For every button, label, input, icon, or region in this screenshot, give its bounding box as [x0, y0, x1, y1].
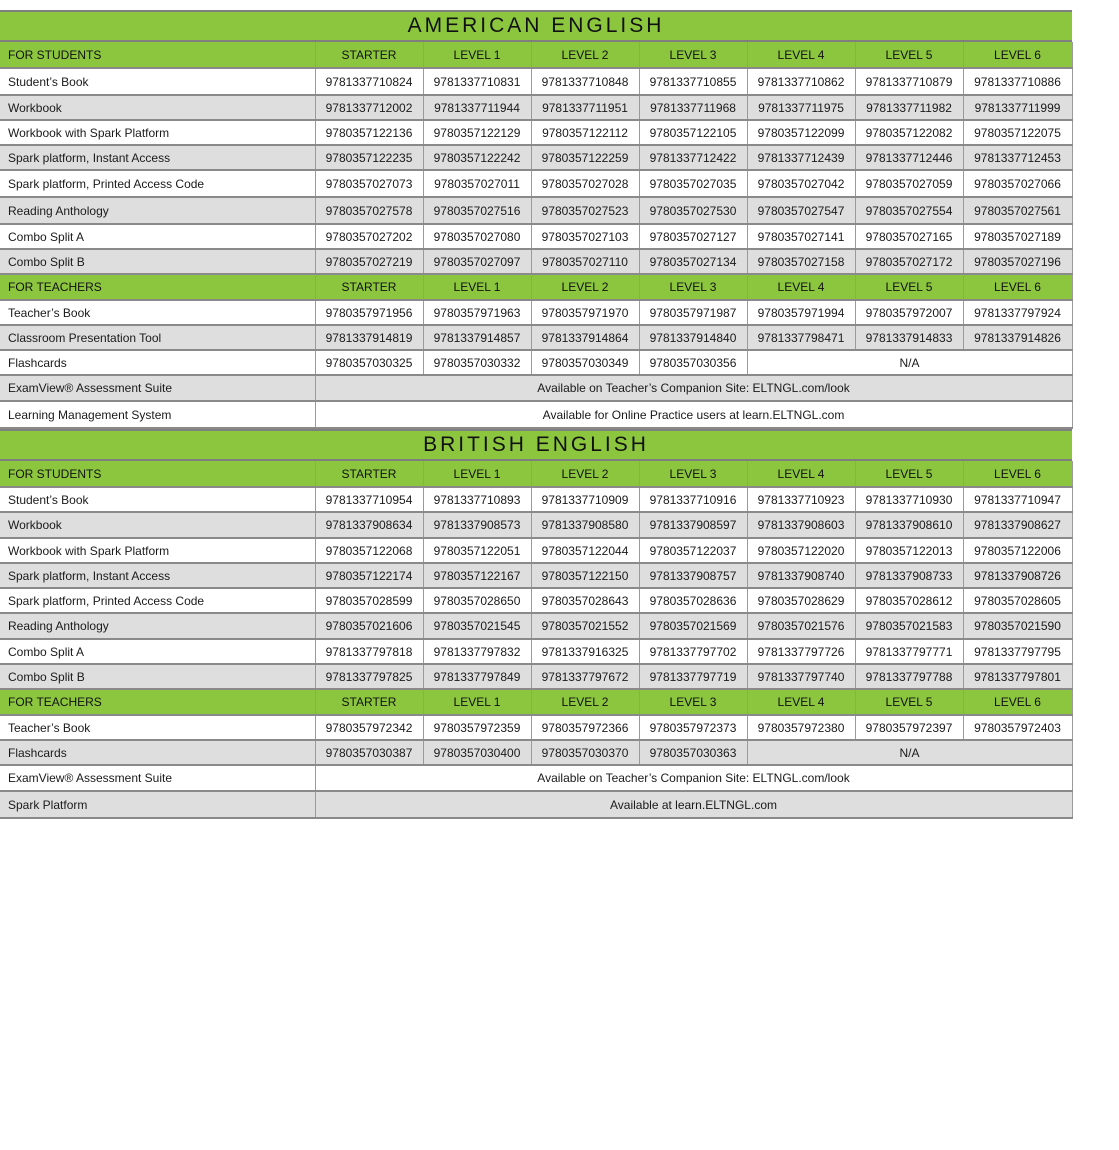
table-row: [0, 512, 1072, 538]
isbn-cell: 9781337797726: [747, 639, 855, 664]
isbn-cell: 9781337711975: [747, 95, 855, 120]
isbn-cell: 9781337908634: [315, 512, 423, 538]
isbn-cell: 9780357972366: [531, 715, 639, 740]
isbn-cell: 9780357027141: [747, 224, 855, 249]
isbn-cell: 9780357122242: [423, 145, 531, 170]
product-label: Teacher’s Book: [0, 715, 315, 740]
table-header-row: [0, 274, 1072, 300]
level-header: STARTER: [315, 689, 423, 715]
product-label: Spark platform, Instant Access: [0, 145, 315, 170]
table-row: [0, 740, 1072, 765]
isbn-cell: 9780357972380: [747, 715, 855, 740]
table-row: [0, 639, 1072, 664]
isbn-cell: 9780357122136: [315, 120, 423, 145]
audience-header: FOR TEACHERS: [0, 274, 315, 300]
isbn-cell: 9780357028599: [315, 588, 423, 613]
product-label: Combo Split B: [0, 664, 315, 689]
isbn-cell: 9781337914857: [423, 325, 531, 350]
isbn-cell: 9781337710862: [747, 68, 855, 95]
isbn-cell: 9780357122167: [423, 563, 531, 588]
level-header: LEVEL 2: [531, 689, 639, 715]
isbn-cell: 9780357027189: [963, 224, 1072, 249]
table-row: [0, 375, 1072, 401]
isbn-cell: 9780357021576: [747, 613, 855, 639]
isbn-cell: 9781337710923: [747, 487, 855, 512]
isbn-cell: 9780357027110: [531, 249, 639, 274]
product-label: Flashcards: [0, 350, 315, 375]
isbn-cell: 9781337797801: [963, 664, 1072, 689]
isbn-cell: 9781337914819: [315, 325, 423, 350]
isbn-cell: 9780357971987: [639, 300, 747, 325]
isbn-cell: 9781337908580: [531, 512, 639, 538]
isbn-cell: 9780357027561: [963, 197, 1072, 224]
table-row: [0, 563, 1072, 588]
product-label: ExamView® Assessment Suite: [0, 765, 315, 791]
isbn-cell: 9781337710954: [315, 487, 423, 512]
section-british-english: [0, 429, 1072, 819]
table-row: [0, 224, 1072, 249]
isbn-cell: 9780357027080: [423, 224, 531, 249]
product-label: Workbook: [0, 95, 315, 120]
isbn-cell: 9781337712422: [639, 145, 747, 170]
isbn-cell: 9780357122051: [423, 538, 531, 563]
product-label: Reading Anthology: [0, 197, 315, 224]
isbn-cell: 9781337710947: [963, 487, 1072, 512]
table-row: [0, 325, 1072, 350]
isbn-cell: 9780357122037: [639, 538, 747, 563]
level-header: LEVEL 1: [423, 274, 531, 300]
section-american-english: [0, 10, 1072, 429]
product-label: Teacher’s Book: [0, 300, 315, 325]
isbn-cell: 9780357027127: [639, 224, 747, 249]
isbn-cell: 9780357030325: [315, 350, 423, 375]
level-header: STARTER: [315, 42, 423, 68]
level-header: LEVEL 5: [855, 274, 963, 300]
availability-note: Available at learn.ELTNGL.com: [315, 791, 1072, 818]
isbn-cell: 9781337797788: [855, 664, 963, 689]
isbn-cell: 9780357021606: [315, 613, 423, 639]
isbn-cell: 9780357027066: [963, 170, 1072, 197]
availability-note: Available on Teacher’s Companion Site: ELTNGL.com/look: [315, 375, 1072, 401]
isbn-cell: 9780357027059: [855, 170, 963, 197]
product-label: Workbook with Spark Platform: [0, 538, 315, 563]
isbn-cell: 9781337710916: [639, 487, 747, 512]
isbn-cell: 9781337797795: [963, 639, 1072, 664]
isbn-cell: 9780357122082: [855, 120, 963, 145]
isbn-cell: 9781337798471: [747, 325, 855, 350]
product-label: Workbook with Spark Platform: [0, 120, 315, 145]
isbn-cell: 9780357122020: [747, 538, 855, 563]
level-header: LEVEL 4: [747, 274, 855, 300]
section-title: AMERICAN ENGLISH: [0, 10, 1072, 42]
isbn-cell: 9781337712446: [855, 145, 963, 170]
level-header: LEVEL 1: [423, 689, 531, 715]
isbn-cell: 9780357027523: [531, 197, 639, 224]
level-header: STARTER: [315, 461, 423, 487]
level-header: LEVEL 4: [747, 461, 855, 487]
isbn-cell: 9780357030356: [639, 350, 747, 375]
isbn-cell: 9780357021569: [639, 613, 747, 639]
product-label: Spark platform, Printed Access Code: [0, 170, 315, 197]
table-row: [0, 664, 1072, 689]
isbn-cell: 9781337914826: [963, 325, 1072, 350]
isbn-cell: 9780357030400: [423, 740, 531, 765]
isbn-cell: 9780357027011: [423, 170, 531, 197]
table-row: [0, 300, 1072, 325]
isbn-cell: 9780357971994: [747, 300, 855, 325]
level-header: LEVEL 6: [963, 42, 1072, 68]
isbn-cell: 9781337908627: [963, 512, 1072, 538]
table-row: [0, 249, 1072, 274]
not-available-cell: N/A: [747, 350, 1072, 375]
isbn-cell: 9781337908757: [639, 563, 747, 588]
table-row: [0, 350, 1072, 375]
isbn-cell: 9780357122259: [531, 145, 639, 170]
isbn-cell: 9780357021590: [963, 613, 1072, 639]
isbn-cell: 9780357122174: [315, 563, 423, 588]
audience-header: FOR STUDENTS: [0, 42, 315, 68]
isbn-cell: 9780357122006: [963, 538, 1072, 563]
isbn-cell: 9780357972403: [963, 715, 1072, 740]
level-header: LEVEL 6: [963, 274, 1072, 300]
level-header: LEVEL 3: [639, 689, 747, 715]
audience-header: FOR STUDENTS: [0, 461, 315, 487]
isbn-cell: 9781337711999: [963, 95, 1072, 120]
level-header: LEVEL 2: [531, 461, 639, 487]
isbn-cell: 9781337797771: [855, 639, 963, 664]
isbn-cell: 9780357027530: [639, 197, 747, 224]
isbn-cell: 9781337710909: [531, 487, 639, 512]
isbn-cell: 9781337797825: [315, 664, 423, 689]
isbn-cell: 9781337797818: [315, 639, 423, 664]
isbn-cell: 9780357122112: [531, 120, 639, 145]
isbn-cell: 9780357028650: [423, 588, 531, 613]
isbn-cell: 9780357027172: [855, 249, 963, 274]
isbn-cell: 9780357028636: [639, 588, 747, 613]
isbn-cell: 9781337797702: [639, 639, 747, 664]
table-row: [0, 588, 1072, 613]
level-header: LEVEL 3: [639, 42, 747, 68]
isbn-cell: 9780357027554: [855, 197, 963, 224]
product-label: ExamView® Assessment Suite: [0, 375, 315, 401]
isbn-cell: 9780357122068: [315, 538, 423, 563]
table-row: [0, 120, 1072, 145]
isbn-cell: 9781337712439: [747, 145, 855, 170]
level-header: LEVEL 2: [531, 274, 639, 300]
isbn-cell: 9780357027035: [639, 170, 747, 197]
isbn-cell: 9781337908726: [963, 563, 1072, 588]
isbn-cell: 9781337797849: [423, 664, 531, 689]
level-header: LEVEL 5: [855, 689, 963, 715]
level-header: LEVEL 2: [531, 42, 639, 68]
product-label: Workbook: [0, 512, 315, 538]
product-label: Flashcards: [0, 740, 315, 765]
isbn-cell: 9781337908597: [639, 512, 747, 538]
isbn-cell: 9780357122099: [747, 120, 855, 145]
table-header-row: [0, 461, 1072, 487]
product-label: Spark Platform: [0, 791, 315, 818]
table-row: [0, 613, 1072, 639]
isbn-cell: 9780357021545: [423, 613, 531, 639]
isbn-cell: 9781337797832: [423, 639, 531, 664]
isbn-cell: 9780357972342: [315, 715, 423, 740]
isbn-cell: 9780357027134: [639, 249, 747, 274]
isbn-cell: 9780357030332: [423, 350, 531, 375]
isbn-cell: 9780357972373: [639, 715, 747, 740]
table-row: [0, 145, 1072, 170]
product-label: Spark platform, Instant Access: [0, 563, 315, 588]
level-header: LEVEL 1: [423, 461, 531, 487]
isbn-cell: 9780357122044: [531, 538, 639, 563]
table-row: [0, 487, 1072, 512]
isbn-cell: 9780357021552: [531, 613, 639, 639]
product-label: Classroom Presentation Tool: [0, 325, 315, 350]
isbn-cell: 9781337797719: [639, 664, 747, 689]
isbn-cell: 9781337908610: [855, 512, 963, 538]
table-row: [0, 95, 1072, 120]
isbn-cell: 9780357971963: [423, 300, 531, 325]
isbn-cell: 9780357027165: [855, 224, 963, 249]
isbn-cell: 9780357027028: [531, 170, 639, 197]
isbn-table: [0, 42, 1073, 429]
table-row: [0, 401, 1072, 428]
table-row: [0, 68, 1072, 95]
isbn-cell: 9780357027042: [747, 170, 855, 197]
table-header-row: [0, 689, 1072, 715]
isbn-cell: 9781337710855: [639, 68, 747, 95]
isbn-cell: 9780357027103: [531, 224, 639, 249]
isbn-cell: 9780357028612: [855, 588, 963, 613]
isbn-cell: 9780357027196: [963, 249, 1072, 274]
isbn-cell: 9781337914840: [639, 325, 747, 350]
isbn-cell: 9780357030370: [531, 740, 639, 765]
isbn-cell: 9780357027158: [747, 249, 855, 274]
isbn-cell: 9781337916325: [531, 639, 639, 664]
level-header: LEVEL 4: [747, 689, 855, 715]
isbn-cell: 9781337908603: [747, 512, 855, 538]
isbn-cell: 9781337711968: [639, 95, 747, 120]
table-row: [0, 197, 1072, 224]
isbn-cell: 9781337710848: [531, 68, 639, 95]
product-label: Combo Split A: [0, 639, 315, 664]
isbn-cell: 9781337797740: [747, 664, 855, 689]
product-label: Student’s Book: [0, 68, 315, 95]
isbn-cell: 9780357027578: [315, 197, 423, 224]
level-header: LEVEL 6: [963, 461, 1072, 487]
product-label: Spark platform, Printed Access Code: [0, 588, 315, 613]
availability-note: Available for Online Practice users at learn.ELTNGL.com: [315, 401, 1072, 428]
isbn-cell: 9780357028605: [963, 588, 1072, 613]
isbn-cell: 9780357027202: [315, 224, 423, 249]
isbn-cell: 9780357122129: [423, 120, 531, 145]
isbn-cell: 9781337710930: [855, 487, 963, 512]
isbn-reference-sheet: [0, 10, 1072, 819]
isbn-cell: 9781337712453: [963, 145, 1072, 170]
isbn-cell: 9780357028629: [747, 588, 855, 613]
product-label: Combo Split B: [0, 249, 315, 274]
isbn-cell: 9780357027219: [315, 249, 423, 274]
availability-note: Available on Teacher’s Companion Site: ELTNGL.com/look: [315, 765, 1072, 791]
product-label: Combo Split A: [0, 224, 315, 249]
product-label: Reading Anthology: [0, 613, 315, 639]
not-available-cell: N/A: [747, 740, 1072, 765]
level-header: LEVEL 6: [963, 689, 1072, 715]
product-label: Student’s Book: [0, 487, 315, 512]
isbn-cell: 9780357972007: [855, 300, 963, 325]
isbn-cell: 9780357971970: [531, 300, 639, 325]
isbn-cell: 9781337797924: [963, 300, 1072, 325]
table-row: [0, 715, 1072, 740]
isbn-cell: 9781337710893: [423, 487, 531, 512]
product-label: Learning Management System: [0, 401, 315, 428]
isbn-cell: 9780357030387: [315, 740, 423, 765]
level-header: LEVEL 3: [639, 274, 747, 300]
isbn-cell: 9781337908573: [423, 512, 531, 538]
isbn-cell: 9780357027097: [423, 249, 531, 274]
level-header: LEVEL 4: [747, 42, 855, 68]
isbn-cell: 9781337914833: [855, 325, 963, 350]
isbn-cell: 9781337711944: [423, 95, 531, 120]
isbn-cell: 9780357971956: [315, 300, 423, 325]
isbn-cell: 9780357030363: [639, 740, 747, 765]
isbn-cell: 9780357028643: [531, 588, 639, 613]
isbn-cell: 9780357027547: [747, 197, 855, 224]
isbn-cell: 9780357021583: [855, 613, 963, 639]
isbn-cell: 9781337710831: [423, 68, 531, 95]
level-header: LEVEL 5: [855, 461, 963, 487]
audience-header: FOR TEACHERS: [0, 689, 315, 715]
table-header-row: [0, 42, 1072, 68]
isbn-cell: 9780357027073: [315, 170, 423, 197]
isbn-cell: 9780357122075: [963, 120, 1072, 145]
isbn-cell: 9781337710886: [963, 68, 1072, 95]
isbn-cell: 9780357122013: [855, 538, 963, 563]
isbn-cell: 9781337711951: [531, 95, 639, 120]
table-row: [0, 538, 1072, 563]
isbn-cell: 9780357122150: [531, 563, 639, 588]
level-header: STARTER: [315, 274, 423, 300]
isbn-table: [0, 461, 1073, 819]
isbn-cell: 9781337710824: [315, 68, 423, 95]
table-row: [0, 791, 1072, 818]
isbn-cell: 9781337914864: [531, 325, 639, 350]
table-row: [0, 765, 1072, 791]
isbn-cell: 9780357972359: [423, 715, 531, 740]
isbn-cell: 9781337797672: [531, 664, 639, 689]
isbn-cell: 9780357122235: [315, 145, 423, 170]
level-header: LEVEL 1: [423, 42, 531, 68]
isbn-cell: 9780357030349: [531, 350, 639, 375]
table-row: [0, 170, 1072, 197]
level-header: LEVEL 3: [639, 461, 747, 487]
isbn-cell: 9781337908740: [747, 563, 855, 588]
section-title: BRITISH ENGLISH: [0, 429, 1072, 461]
isbn-cell: 9780357027516: [423, 197, 531, 224]
isbn-cell: 9780357972397: [855, 715, 963, 740]
isbn-cell: 9780357122105: [639, 120, 747, 145]
isbn-cell: 9781337711982: [855, 95, 963, 120]
isbn-cell: 9781337908733: [855, 563, 963, 588]
isbn-cell: 9781337710879: [855, 68, 963, 95]
level-header: LEVEL 5: [855, 42, 963, 68]
isbn-cell: 9781337712002: [315, 95, 423, 120]
